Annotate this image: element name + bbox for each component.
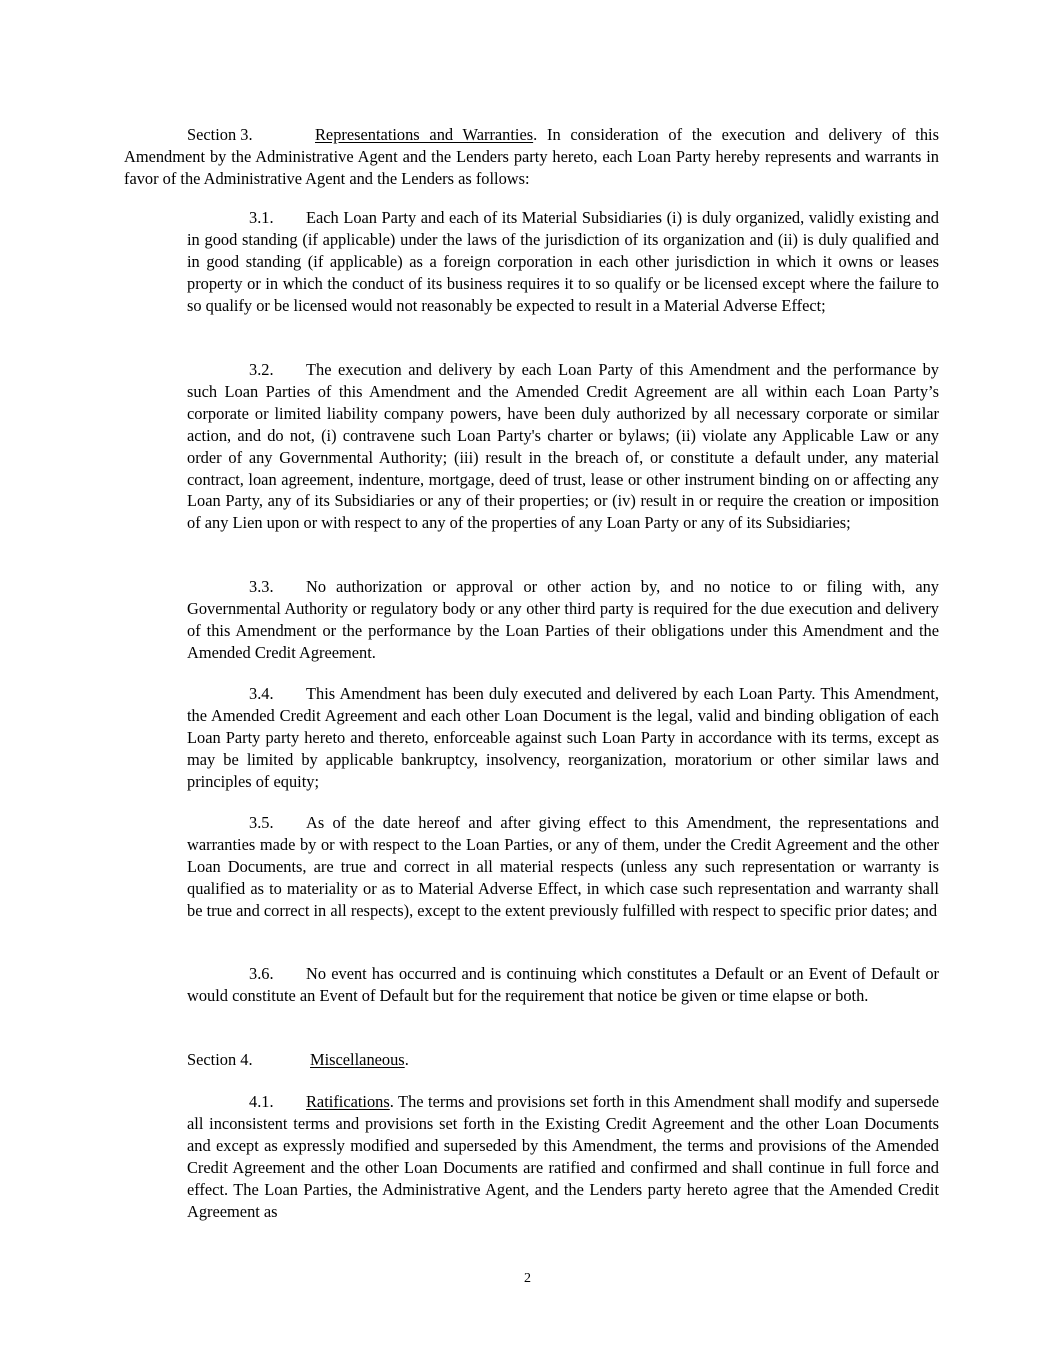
paragraph-4-1-text: . The terms and provisions set forth in this Amendment shall modify and supersede all inconsistent terms and provisions set forth in the Existing Credit Agreement and the other Loan Documents and except as expressly modified and superseded by this Amendment, the terms and provisions of the Amended Credit Agreement and the other Loan Documents are ratified and confirmed and shall continue in full force and effect. The Loan Parties, the Administrative Agent, and the Lenders party hereto agree that the Amended Credit Agreement as: [187, 1092, 939, 1221]
paragraph-3-4-number: 3.4.: [249, 684, 274, 703]
page-number: 2: [524, 1271, 531, 1286]
paragraph-3-6-text: No event has occurred and is continuing which constitutes a Default or an Event of Default or would constitute an Event of Default but for the requirement that notice be given or time elapse or both.: [187, 964, 939, 1005]
paragraph-4-1: [187, 1091, 939, 1222]
paragraph-3-1-number: 3.1.: [249, 208, 274, 227]
paragraph-4-1-title: Ratifications: [306, 1092, 390, 1111]
section-3-text: . In consideration of the execution and delivery of this Amendment by the Administrative Agent and the Lenders party hereto, each Loan Party hereby represents and warrants in favor of the Administrative Agent and the Lenders as follows:: [124, 125, 939, 188]
paragraph-3-5: [187, 812, 939, 922]
paragraph-3-5-text: As of the date hereof and after giving effect to this Amendment, the representations and warranties made by or with respect to the Loan Parties, or any of them, under the Credit Agreement and the other Loan Documents, are true and correct in all material respects (unless any such representation or warranty is qualified as to materiality or as to Material Adverse Effect, in which case such representation and warranty shall be true and correct in all respects), except to the extent previously fulfilled with respect to specific prior dates; and: [187, 813, 939, 920]
paragraph-4-1-number: 4.1.: [249, 1092, 274, 1111]
paragraph-3-3: [187, 576, 939, 664]
paragraph-3-2: [187, 359, 939, 534]
paragraph-3-4: [187, 683, 939, 793]
paragraph-3-3-number: 3.3.: [249, 577, 274, 596]
paragraph-3-1-text: Each Loan Party and each of its Material Subsidiaries (i) is duly organized, validly existing and in good standing (if applicable) under the laws of the jurisdiction of its organization and (ii) is duly qualified and in good standing (if applicable) as a foreign corporation in each other jurisdiction in which it owns or leases property or in which the conduct of its business requires it to so qualify or be licensed except where the failure to so qualify or be licensed would not reasonably be expected to result in a Material Adverse Effect;: [187, 208, 939, 315]
paragraph-3-3-text: No authorization or approval or other action by, and no notice to or filing with, any Governmental Authority or regulatory body or any other third party is required for the due execution and delivery of this Amendment or the performance by the Loan Parties of their obligations under this Amendment and the Amended Credit Agreement.: [187, 577, 939, 662]
section-3-number: Section 3.: [187, 125, 253, 144]
paragraph-3-1: [187, 207, 939, 317]
section-4-title: Miscellaneous: [310, 1050, 405, 1069]
paragraph-3-6-number: 3.6.: [249, 964, 274, 983]
section-4-text: .: [404, 1050, 409, 1069]
paragraph-3-6: [187, 963, 939, 1007]
paragraph-3-4-text: This Amendment has been duly executed and delivered by each Loan Party. This Amendment, the Amended Credit Agreement and each other Loan Document is the legal, valid and binding obligation of each Loan Party party hereto and thereto, enforceable against such Loan Party in accordance with its terms, except as may be limited by applicable bankruptcy, insolvency, reorganization, moratorium or other similar laws and principles of equity;: [187, 684, 939, 791]
paragraph-3-2-number: 3.2.: [249, 360, 274, 379]
paragraph-3-5-number: 3.5.: [249, 813, 274, 832]
section-3-heading: [124, 124, 939, 190]
section-3-title: Representations and Warranties: [315, 125, 534, 144]
paragraph-3-2-text: The execution and delivery by each Loan Party of this Amendment and the performance by such Loan Parties of this Amendment and the Amended Credit Agreement are all within each Loan Party’s corporate or limited liability company powers, have been duly authorized by all necessary corporate or similar action, and do not, (i) contravene such Loan Party's charter or bylaws; (ii) violate any Applicable Law or any order of any Governmental Authority; (iii) result in the breach of, or constitute a default under, any material contract, loan agreement, indenture, mortgage, deed of trust, lease or other instrument binding on or affecting any Loan Party, any of its Subsidiaries or any of their properties; or (iv) result in or require the creation or imposition of any Lien upon or with respect to any of the properties of any Loan Party or any of its Subsidiaries;: [187, 360, 939, 533]
section-4-number: Section 4.: [187, 1050, 253, 1069]
section-4-heading: [187, 1049, 939, 1071]
